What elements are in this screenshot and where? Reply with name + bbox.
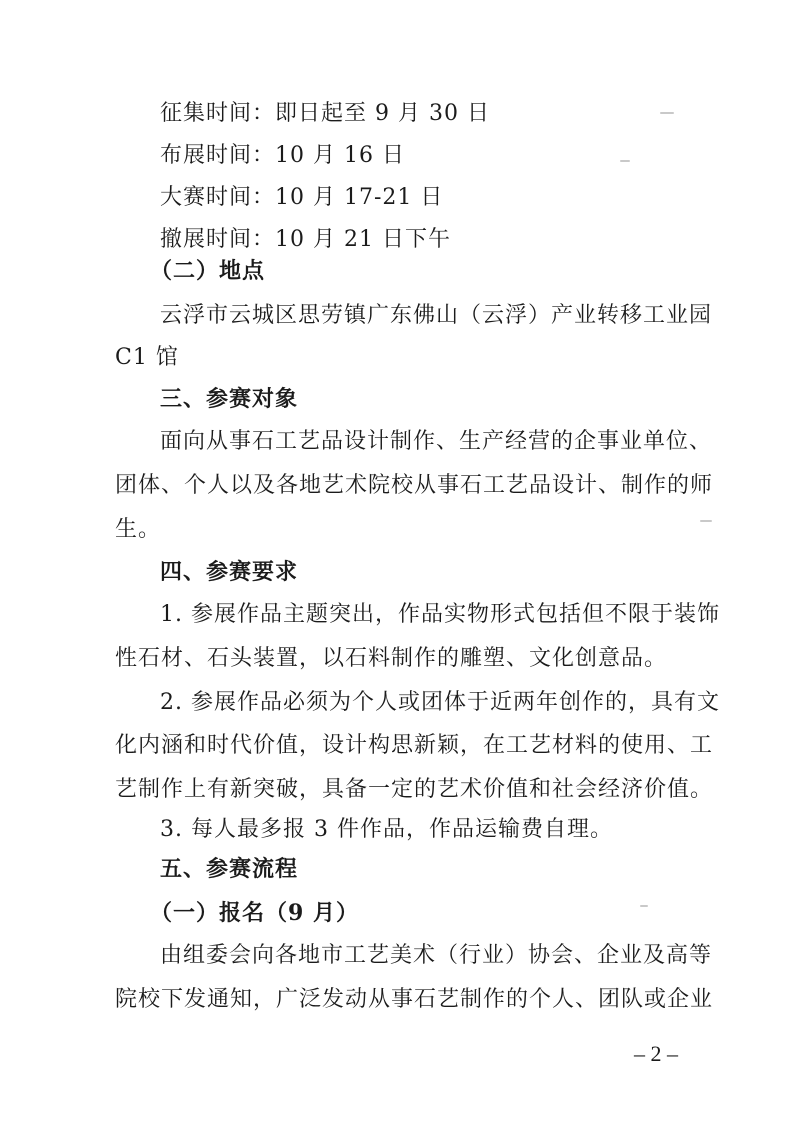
setup-time: 布展时间：10 月 16 日 — [160, 143, 405, 168]
participants-line-1: 面向从事石工艺品设计制作、生产经营的企事业单位、 — [160, 429, 713, 454]
requirements-heading: 四、参赛要求 — [160, 560, 299, 585]
participants-line-3: 生。 — [115, 517, 162, 542]
teardown-time: 撤展时间：10 月 21 日下午 — [160, 227, 451, 252]
requirement-2-line-3: 艺制作上有新突破，具备一定的艺术价值和社会经济价值。 — [115, 777, 714, 802]
process-line-2: 院校下发通知，广泛发动从事石艺制作的个人、团队或企业 — [115, 987, 714, 1012]
page-number: – 2 – — [634, 1041, 678, 1066]
scan-speck — [640, 905, 648, 907]
contest-time: 大赛时间：10 月 17-21 日 — [160, 185, 444, 210]
collect-time: 征集时间：即日起至 9 月 30 日 — [160, 101, 490, 126]
participants-heading: 三、参赛对象 — [160, 387, 299, 412]
location-heading: （二）地点 — [150, 258, 266, 284]
scan-speck — [700, 520, 712, 522]
process-line-1: 由组委会向各地市工艺美术（行业）协会、企业及高等 — [160, 943, 713, 968]
scan-speck — [660, 112, 674, 114]
requirement-3: 3. 每人最多报 3 件作品，作品运输费自理。 — [160, 817, 613, 842]
process-heading: 五、参赛流程 — [160, 857, 299, 882]
scan-speck — [620, 160, 630, 162]
location-line-1: 云浮市云城区思劳镇广东佛山（云浮）产业转移工业园 — [160, 303, 713, 328]
requirement-2-line-1: 2. 参展作品必须为个人或团体于近两年创作的，具有文 — [160, 690, 720, 715]
location-line-2: C1 馆 — [115, 345, 179, 370]
requirement-1-line-2: 性石材、石头装置，以石料制作的雕塑、文化创意品。 — [115, 646, 668, 671]
participants-line-2: 团体、个人以及各地艺术院校从事石工艺品设计、制作的师 — [115, 473, 714, 498]
requirement-2-line-2: 化内涵和时代价值，设计构思新颖，在工艺材料的使用、工 — [115, 733, 714, 758]
registration-heading: （一）报名（9 月） — [150, 900, 359, 926]
requirement-1-line-1: 1. 参展作品主题突出，作品实物形式包括但不限于装饰 — [160, 602, 720, 627]
